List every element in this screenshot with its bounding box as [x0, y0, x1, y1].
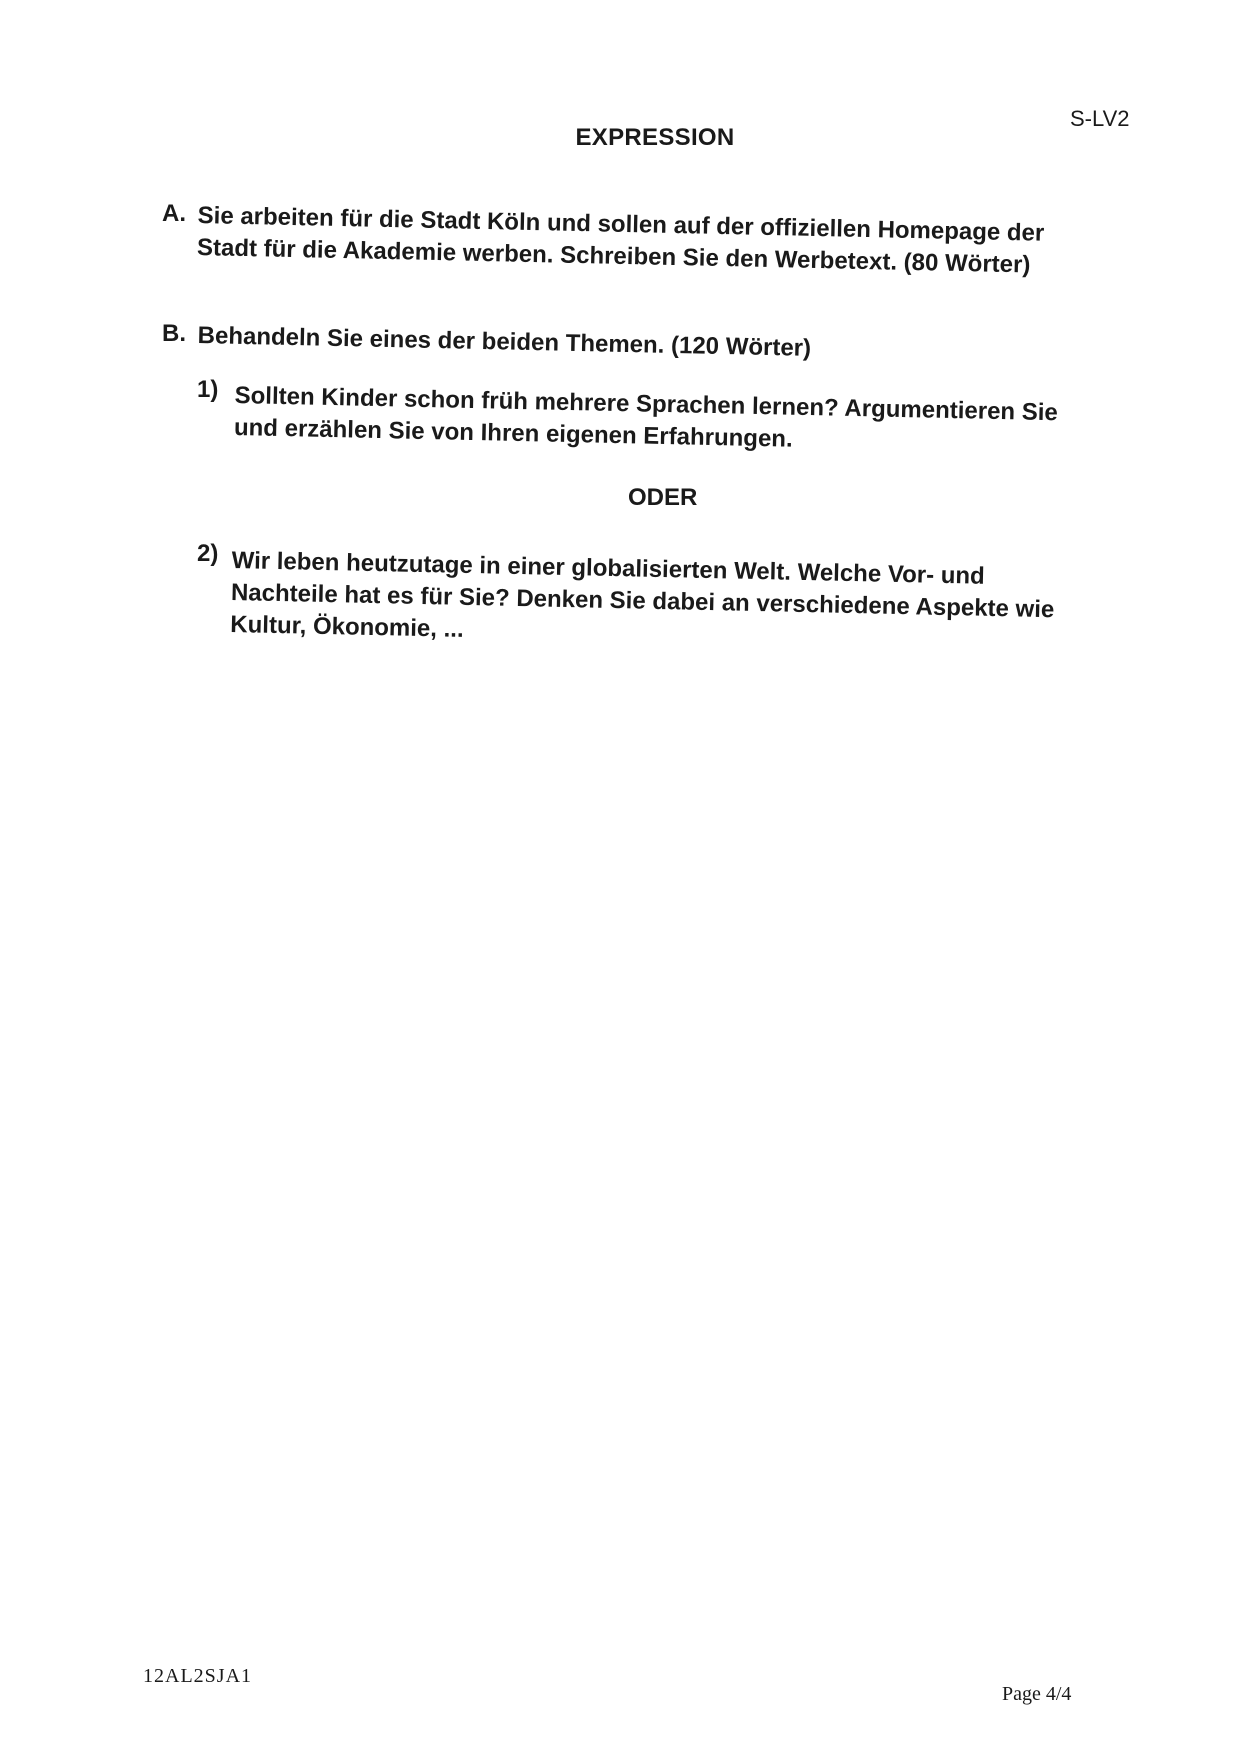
document-id: 12AL2SJA1 [143, 1665, 253, 1687]
exam-code: S-LV2 [1070, 106, 1130, 131]
topic-2-text: Wir leben heutzutage in einer globalisierten Welt. Welche Vor- und Nachteile hat es für Sie? Denken Sie dabei an verschiedene Aspekte wie Kultur, Ökonomie, ... [230, 546, 1055, 643]
or-separator: ODER [628, 484, 698, 511]
topic-1-marker: 1) [197, 376, 219, 403]
section-b-marker: B. [162, 320, 186, 347]
topic-1-text: Sollten Kinder schon früh mehrere Sprachen lernen? Argumentieren Sie und erzählen Sie von Ihren eigenen Erfahrungen. [233, 381, 1059, 453]
section-a-text: Sie arbeiten für die Stadt Köln und sollen auf der offiziellen Homepage der Stadt für die Akademie werben. Schreiben Sie den Werbetext. (80 Wörter) [196, 201, 1045, 279]
page-number: Page 4/4 [1002, 1683, 1072, 1705]
section-a-marker: A. [162, 200, 186, 227]
section-b-text: Behandeln Sie eines der beiden Themen. (120 Wörter) [197, 321, 812, 362]
topic-2-marker: 2) [197, 540, 219, 567]
page-title: EXPRESSION [575, 124, 735, 151]
